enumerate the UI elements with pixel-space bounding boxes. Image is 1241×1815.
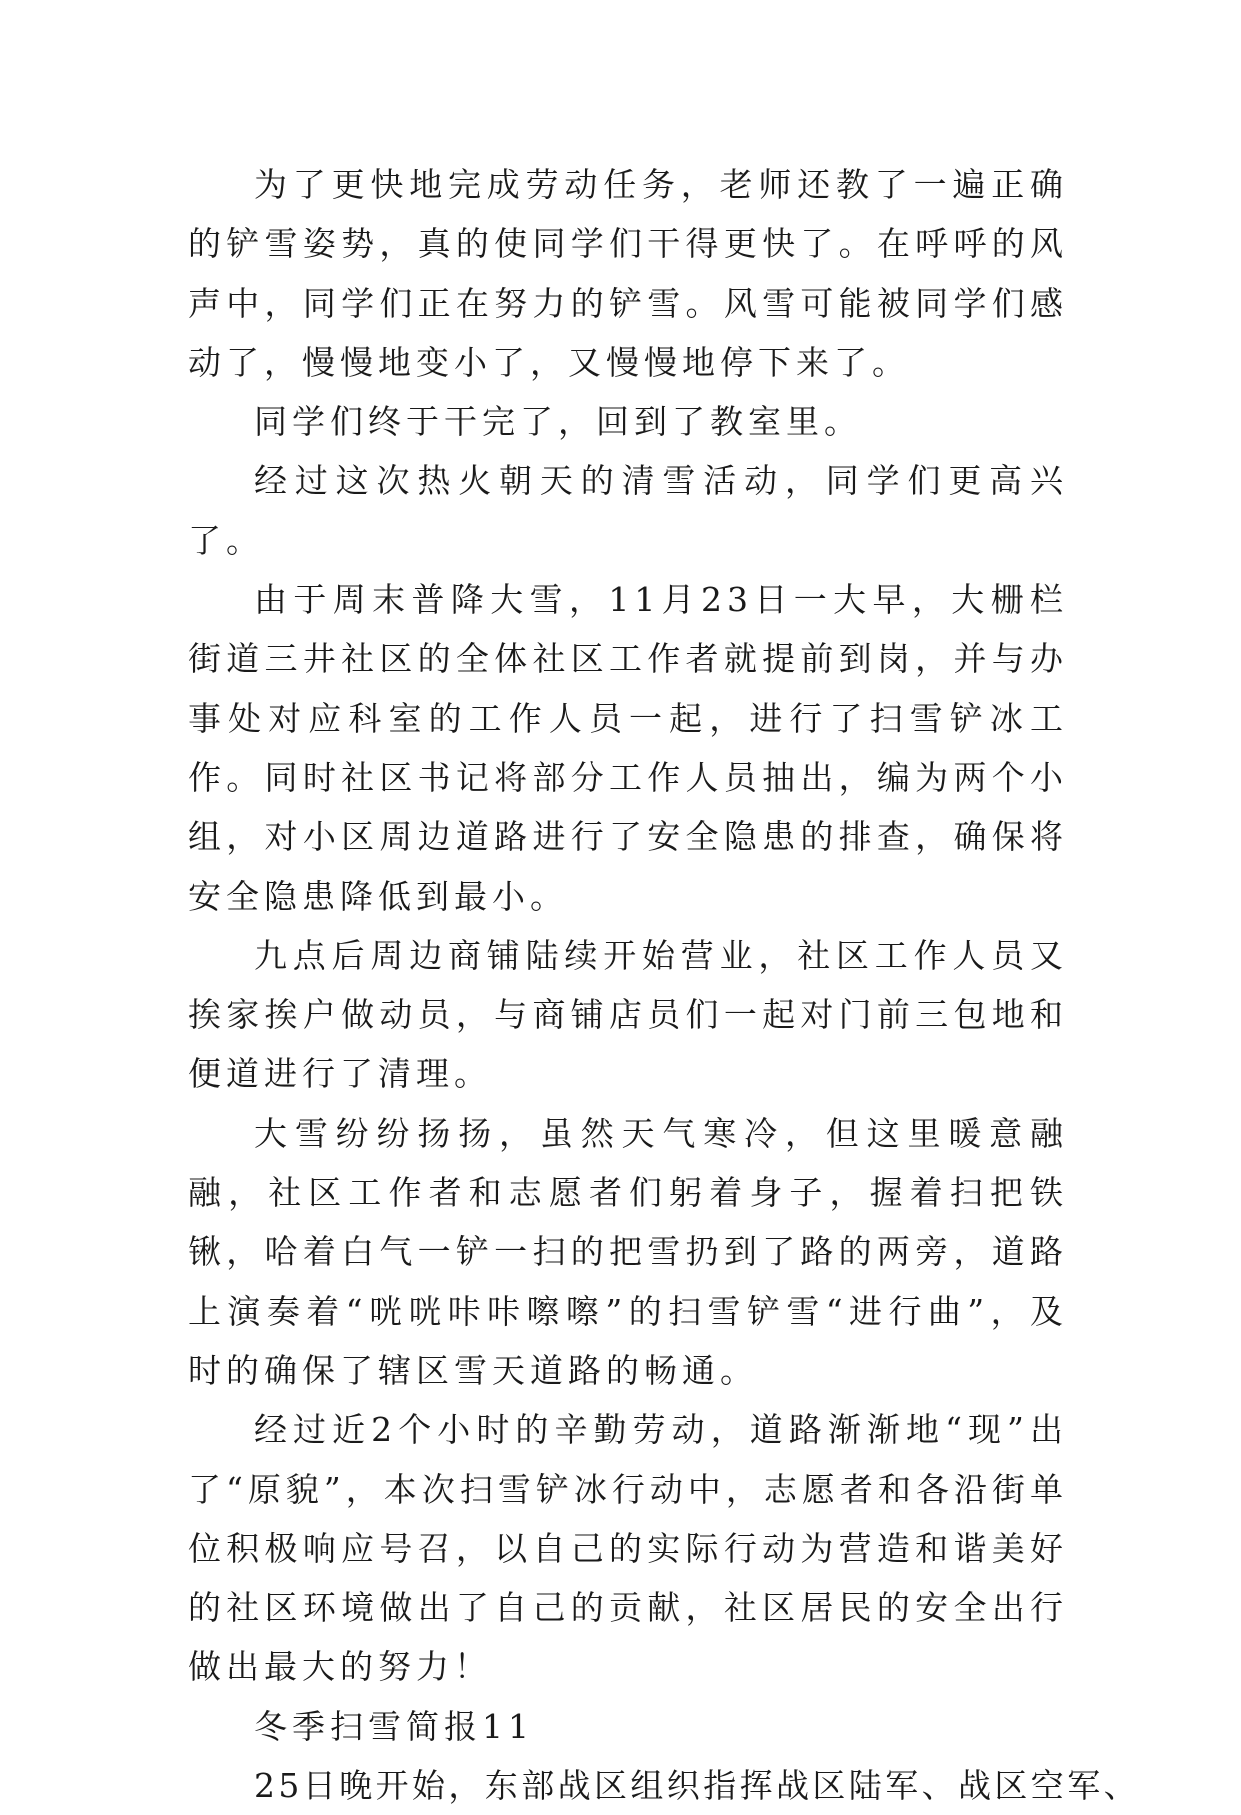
paragraph-1: 为了更快地完成劳动任务，老师还教了一遍正确的铲雪姿势，真的使同学们干得更快了。在呼呼的风声中，同学们正在努力的铲雪。风雪可能被同学们感动了，慢慢地变小了，又慢慢地停下来了。: [188, 165, 1068, 382]
paragraph-4: 由于周末普降大雪，11月23日一大早，大栅栏街道三井社区的全体社区工作者就提前到岗，并与办事处对应科室的工作人员一起，进行了扫雪铲冰工作。同时社区书记将部分工作人员抽出，编为两个小组，对小区周边道路进行了安全隐患的排查，确保将安全隐患降低到最小。: [188, 580, 1068, 916]
paragraph-3: 经过这次热火朝天的清雪活动，同学们更高兴了。: [188, 461, 1068, 560]
paragraph-2: 同学们终于干完了，回到了教室里。: [254, 402, 862, 442]
paragraph-6: 大雪纷纷扬扬，虽然天气寒冷，但这里暖意融融，社区工作者和志愿者们躬着身子，握着扫把铁锹，哈着白气一铲一扫的把雪扔到了路的两旁，道路上演奏着“咣咣咔咔嚓嚓”的扫雪铲雪“进行曲”，及时的确保了辖区雪天道路的畅通。: [188, 1113, 1068, 1390]
paragraph-7: 经过近2个小时的辛勤劳动，道路渐渐地“现”出了“原貌”，本次扫雪铲冰行动中，志愿者和各沿街单位积极响应号召，以自己的实际行动为营造和谐美好的社区环境做出了自己的贡献，社区居民的安全出行做出最大的努力！: [188, 1410, 1068, 1687]
paragraph-5: 九点后周边商铺陆续开始营业，社区工作人员又挨家挨户做动员，与商铺店员们一起对门前三包地和便道进行了清理。: [188, 935, 1068, 1094]
paragraph-8: 25日晚开始，东部战区组织指挥战区陆军、战区空军、: [254, 1766, 1140, 1806]
section-heading: 冬季扫雪简报11: [254, 1706, 534, 1746]
document-body: [188, 155, 1140, 1815]
